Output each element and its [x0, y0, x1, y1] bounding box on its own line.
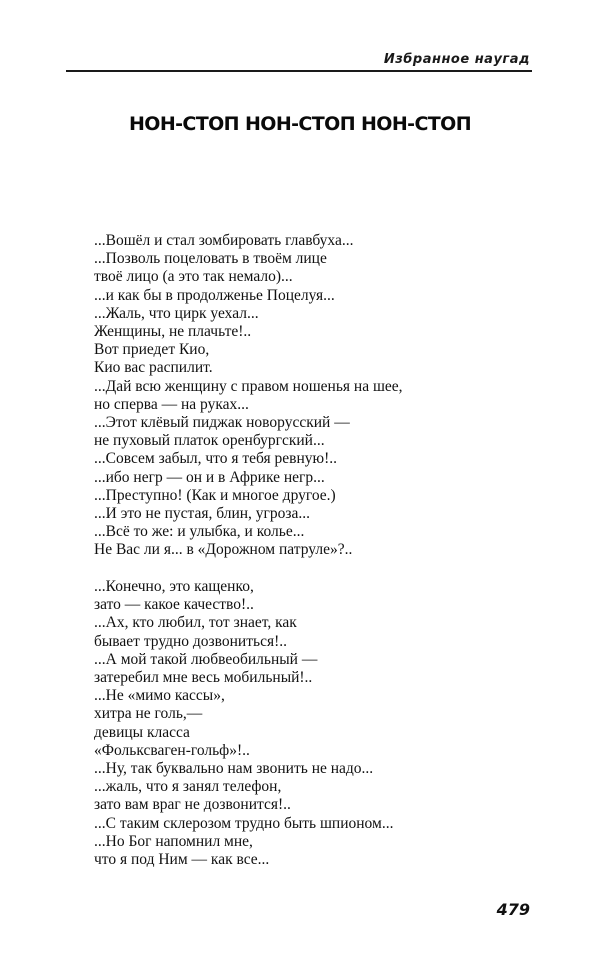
poem-line: Кио вас распилит. — [94, 359, 213, 377]
page-number: 479 — [496, 900, 530, 919]
poem-line: ...Но Бог напомнил мне, — [94, 832, 253, 850]
poem-line: бывает трудно дозвониться!.. — [94, 632, 287, 650]
poem-line: зато — какое качество!.. — [94, 596, 254, 614]
poem-line: Не Вас ли я... в «Дорожном патруле»?.. — [94, 541, 353, 559]
poem-line: что я под Ним — как все... — [94, 851, 270, 869]
poem-line: ...ибо негр — он и в Африке негр... — [94, 468, 325, 486]
poem-line: «Фольксваген-гольф»!.. — [94, 741, 250, 759]
poem-line: ...Ах, кто любил, тот знает, как — [94, 614, 297, 632]
poem-line: ...С таким склерозом трудно быть шпионом... — [94, 814, 394, 832]
poem-line: ...Всё то же: и улыбка, и колье... — [94, 523, 305, 541]
poem-line: ...и как бы в продолженье Поцелуя... — [94, 286, 335, 304]
stanza-2 — [94, 578, 514, 869]
stanza-1 — [94, 232, 514, 560]
poem-line: хитра не голь,— — [94, 705, 203, 723]
poem-title: НОН-СТОП НОН-СТОП НОН-СТОП — [128, 112, 472, 135]
running-head: Избранное наугад — [383, 52, 530, 67]
poem-body — [94, 232, 514, 869]
poem-line: ...Не «мимо кассы», — [94, 687, 225, 705]
poem-line: Вот приедет Кио, — [94, 341, 210, 359]
poem-line: ...Преступно! (Как и многое другое.) — [94, 486, 336, 504]
poem-line: ...Позволь поцеловать в твоём лице — [94, 250, 327, 268]
poem-line: не пуховый платок оренбургский... — [94, 432, 325, 450]
poem-line: но сперва — на руках... — [94, 395, 249, 413]
poem-line: девицы класса — [94, 723, 190, 741]
header-rule — [66, 70, 532, 72]
poem-line: ...Ну, так буквально нам звонить не надо... — [94, 760, 374, 778]
poem-line: ...Этот клёвый пиджак новорусский — — [94, 414, 350, 432]
poem-line: ...Вошёл и стал зомбировать главбуха... — [94, 232, 354, 249]
poem-line: зато вам враг не дозвонится!.. — [94, 796, 291, 814]
poem-line: ...Дай всю женщину с правом ношенья на шее, — [94, 377, 403, 395]
poem-line: ...Конечно, это кащенко, — [94, 578, 254, 596]
poem-line: ...Жаль, что цирк уехал... — [94, 304, 259, 322]
poem-line: твоё лицо (а это так немало)... — [94, 268, 293, 286]
poem-line: Женщины, не плачьте!.. — [94, 323, 252, 341]
poem-line: затеребил мне весь мобильный!.. — [94, 669, 313, 687]
poem-line: ...А мой такой любвеобильный — — [94, 650, 318, 668]
poem-line: ...жаль, что я занял телефон, — [94, 778, 282, 796]
poem-line: ...И это не пустая, блин, угроза... — [94, 505, 311, 523]
poem-line: ...Совсем забыл, что я тебя ревную!.. — [94, 450, 337, 468]
